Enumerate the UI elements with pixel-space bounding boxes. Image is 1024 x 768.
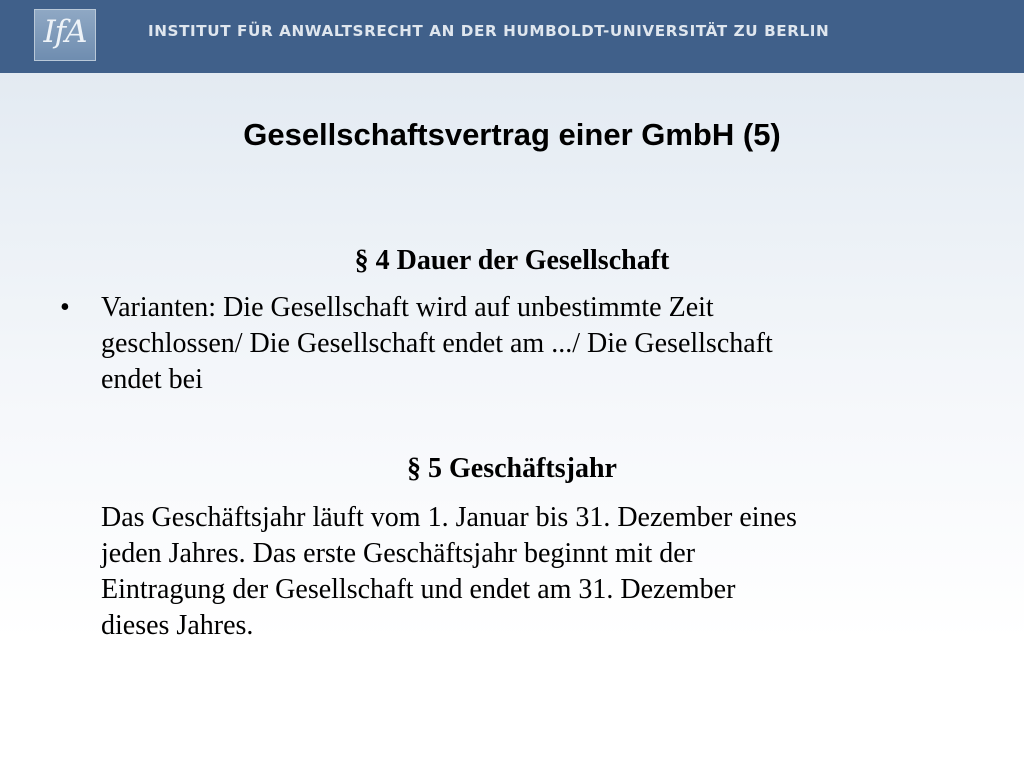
section-text-geschaeftsjahr [101,500,961,644]
text-line: geschlossen/ Die Gesellschaft endet am .../ Die Gesellschaft [101,328,773,359]
header-banner [0,0,1024,73]
institute-name: INSTITUT FÜR ANWALTSRECHT AN DER HUMBOLDT-UNIVERSITÄT ZU BERLIN [148,22,830,40]
text-line: dieses Jahres. [101,610,254,641]
text-line: jeden Jahres. Das erste Geschäftsjahr beginnt mit der [101,538,696,569]
logo-text: IfA [43,14,87,50]
section-heading-geschaeftsjahr: § 5 Geschäftsjahr [407,453,617,484]
bullet-marker: • [60,292,70,323]
text-line: Varianten: Die Gesellschaft wird auf unbestimmte Zeit [101,292,714,323]
ifa-logo [34,9,96,61]
text-line: Das Geschäftsjahr läuft vom 1. Januar bis 31. Dezember eines [101,502,797,533]
text-line: endet bei [101,364,203,395]
text-line: Eintragung der Gesellschaft und endet am 31. Dezember [101,574,736,605]
section-text-dauer [101,290,961,398]
slide-title: Gesellschaftsvertrag einer GmbH (5) [243,117,781,152]
section-heading-dauer: § 4 Dauer der Gesellschaft [354,245,670,276]
